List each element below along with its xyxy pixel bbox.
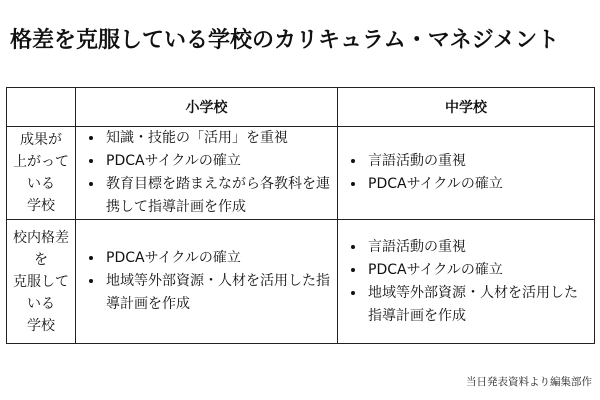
row-label-line: いる <box>27 295 55 312</box>
list-item: • PDCAサイクルの確立 <box>366 173 590 196</box>
cell-junior-high-successful <box>338 127 595 220</box>
row-label-line: 克服して <box>13 273 69 290</box>
table-header-row <box>7 88 595 127</box>
table-corner-cell <box>7 88 76 127</box>
list-item: • 言語活動の重視 <box>366 236 590 259</box>
list-item: • PDCAサイクルの確立 <box>104 247 333 270</box>
table-row <box>7 220 595 344</box>
page-title: 格差を克服している学校のカリキュラム・マネジメント <box>10 28 560 53</box>
list-item: • 地域等外部資源・人材を活用した指導計画を作成 <box>366 282 590 328</box>
column-header-junior-high: 中学校 <box>338 88 595 127</box>
list-item: • 知識・技能の「活用」を重視 <box>104 127 333 150</box>
source-note: 当日発表資料より編集部作 <box>466 376 592 388</box>
column-header-elementary: 小学校 <box>76 88 338 127</box>
bullet-list <box>76 127 337 219</box>
list-item: • 教育目標を踏まえながら各教科を連携して指導計画を作成 <box>104 173 333 219</box>
row-label-line: を <box>34 251 48 268</box>
row-label-line: 成果が <box>20 132 62 148</box>
comparison-table <box>6 87 595 344</box>
bullet-list <box>338 150 594 196</box>
row-label-line: 校内格差 <box>13 229 69 246</box>
row-label-successful-schools <box>7 127 76 220</box>
row-label-line: 学校 <box>27 317 55 334</box>
bullet-list <box>338 236 594 328</box>
list-item: • 言語活動の重視 <box>366 150 590 173</box>
list-item: • 地域等外部資源・人材を活用した指導計画を作成 <box>104 270 333 316</box>
row-label-line: 上がって <box>13 154 69 170</box>
cell-junior-high-gap-overcoming <box>338 220 595 344</box>
cell-elementary-successful <box>76 127 338 220</box>
bullet-list <box>76 247 337 316</box>
row-label-line: 学校 <box>27 198 55 214</box>
row-label-gap-overcoming-schools <box>7 220 76 344</box>
list-item: • PDCAサイクルの確立 <box>366 259 590 282</box>
cell-elementary-gap-overcoming <box>76 220 338 344</box>
table-row <box>7 127 595 220</box>
row-label-line: いる <box>27 176 55 192</box>
list-item: • PDCAサイクルの確立 <box>104 150 333 173</box>
